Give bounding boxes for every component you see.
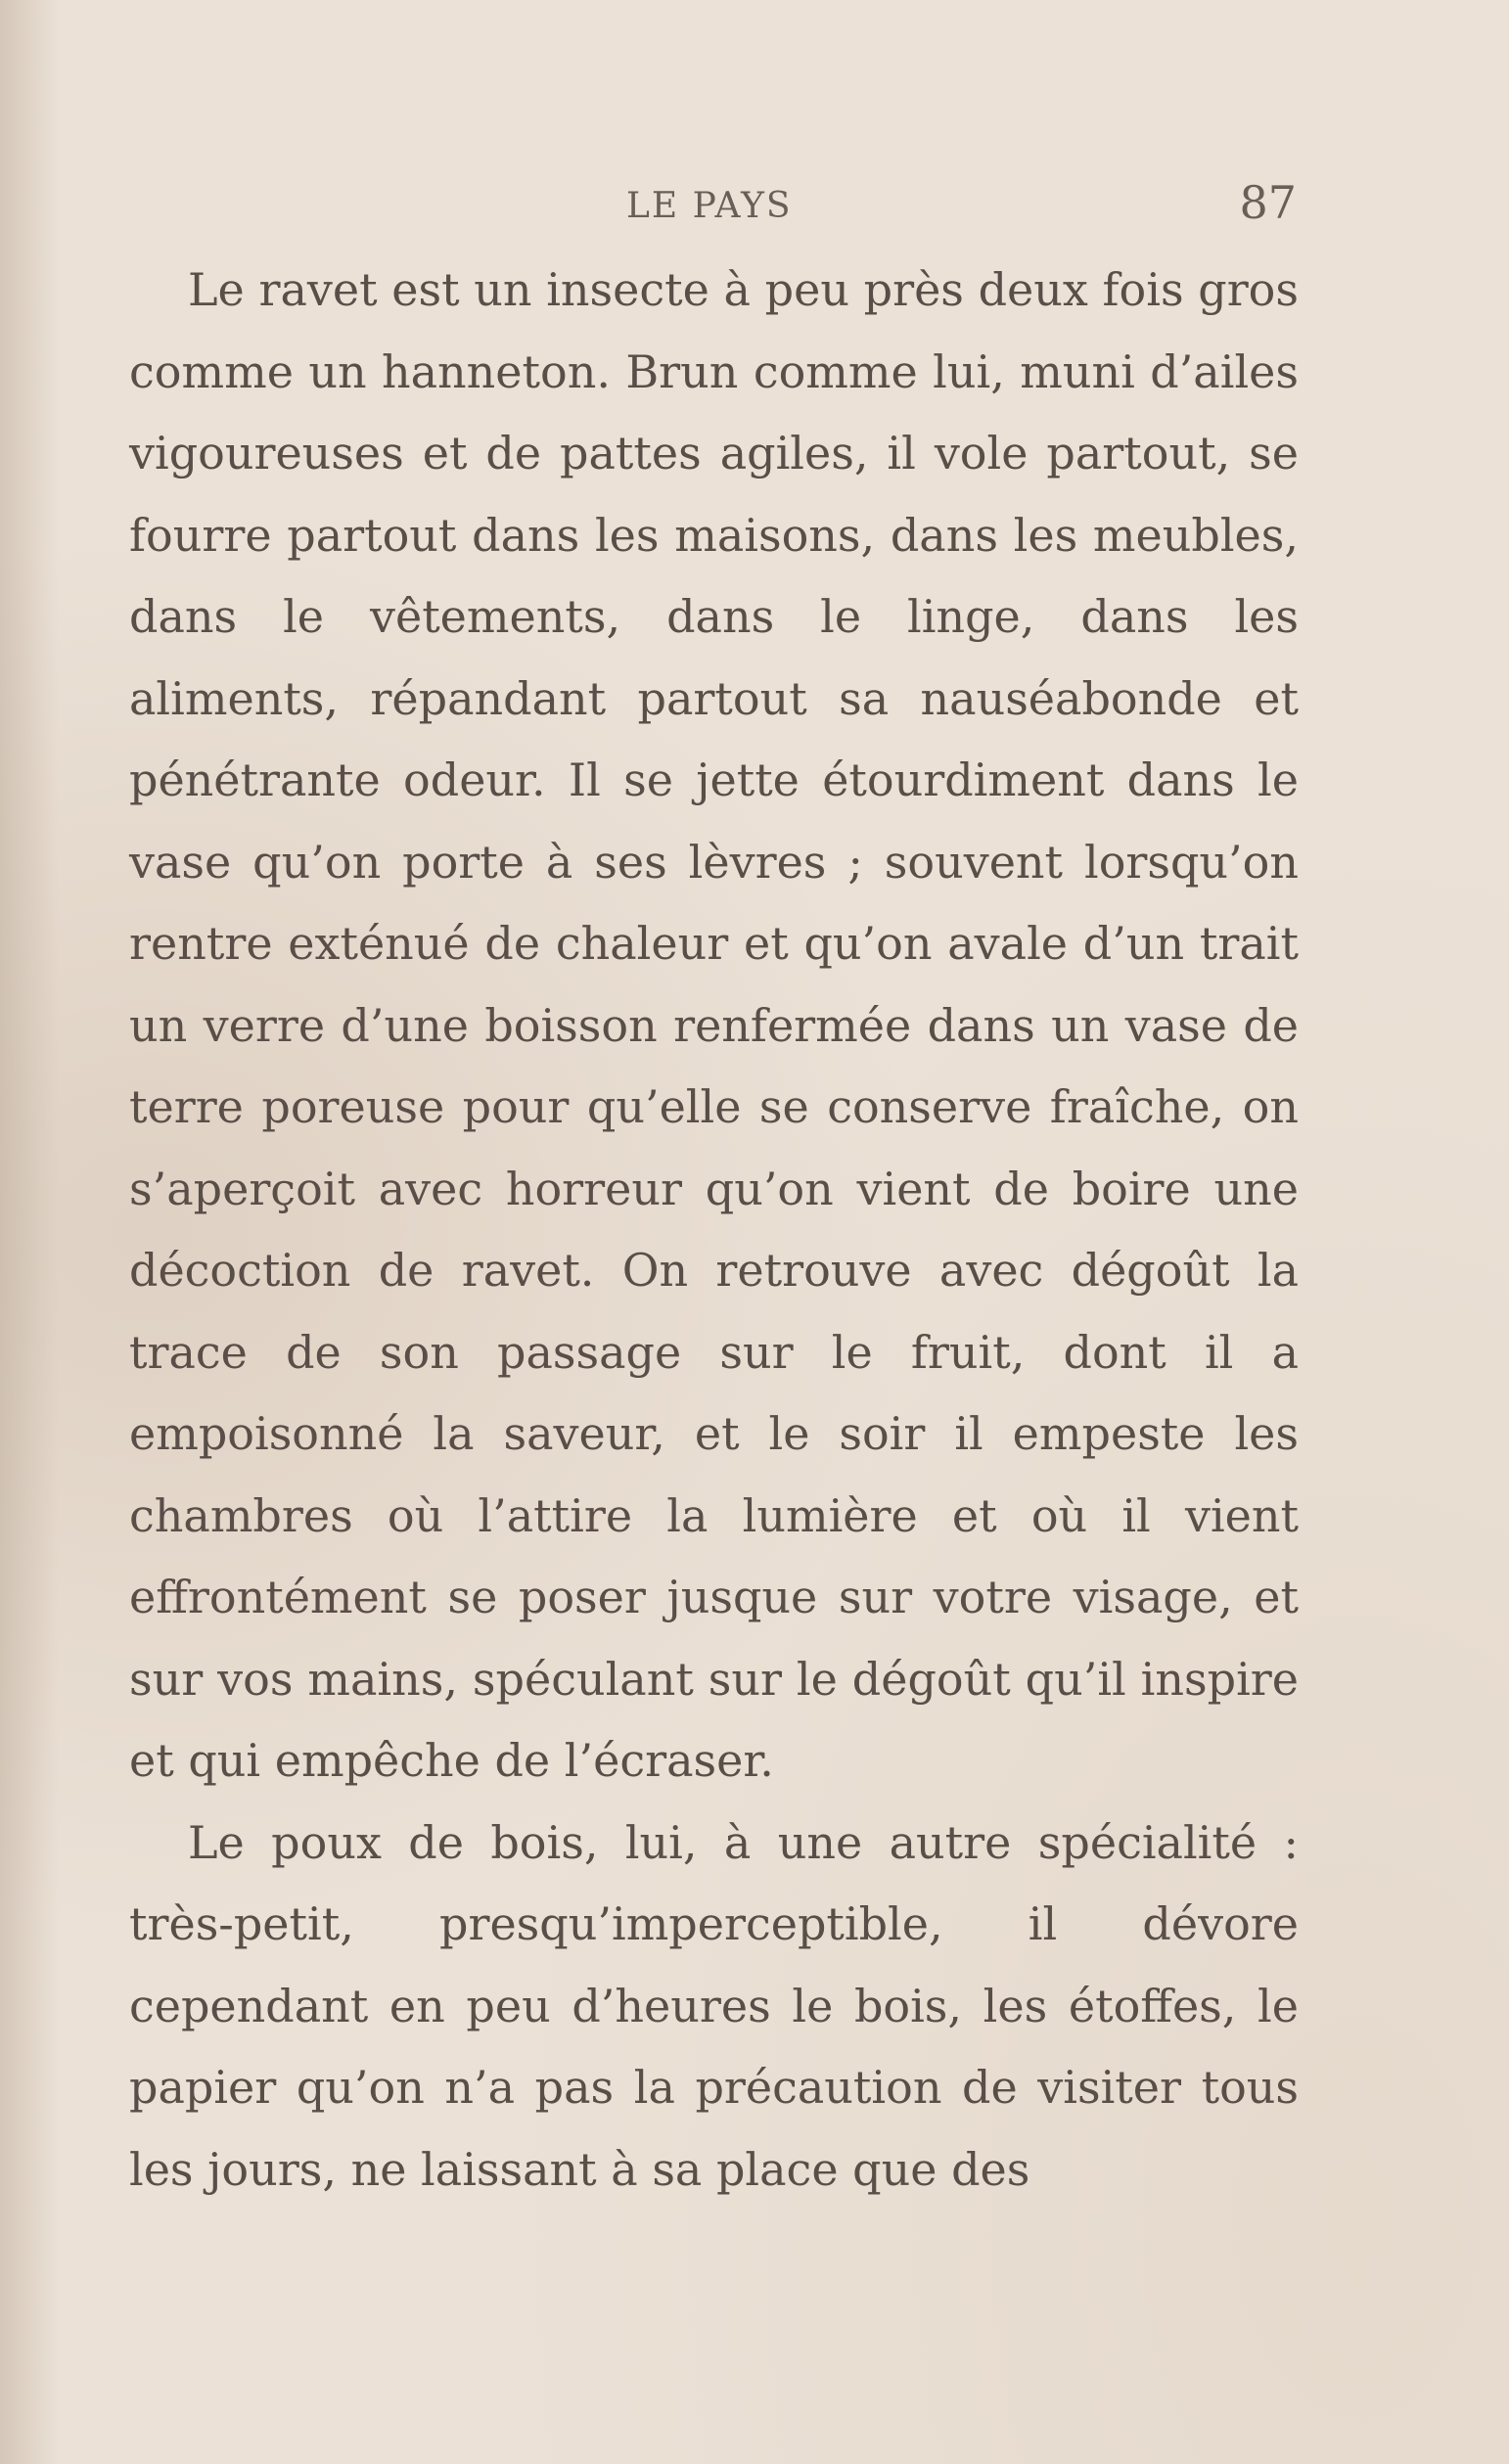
running-head: LE PAYS xyxy=(626,186,793,226)
paragraph: Le ravet est un insecte à peu près deux fois gros comme un hanneton. Brun comme lui, muni d’ailes vigoureuses et de pattes agiles, il vole partout, se fourre partout dans les maisons, dans les meubles, dans le vêtements, dans le linge, dans les aliments, répandant partout sa nauséabonde et pénétrante odeur. Il se jette étourdiment dans le vase qu’on porte à ses lèvres ; souvent lorsqu’on rentre exténué de chaleur et qu’on avale d’un trait un verre d’une boisson renfermée dans un vase de terre poreuse pour qu’elle se conserve fraîche, on s’aperçoit avec horreur qu’on vient de boire une décoction de ravet. On retrouve avec dégoût la trace de son passage sur le fruit, dont il a empoisonné la saveur, et le soir il empeste les chambres où l’attire la lumière et où il vient effrontément se poser jusque sur votre visage, et sur vos mains, spéculant sur le dégoût qu’il inspire et qui empêche de l’écraser. xyxy=(129,263,1299,1787)
page-header xyxy=(127,176,1297,235)
page-number: 87 xyxy=(1239,176,1297,229)
body-text xyxy=(129,250,1299,2211)
paragraph: Le poux de bois, lui, à une autre spécialité : très-petit, presqu’imperceptible, il dévore cependant en peu d’heures le bois, les étoffes, le papier qu’on n’a pas la précaution de visiter tous les jours, ne laissant à sa place que des xyxy=(129,1815,1299,2196)
binding-shadow xyxy=(0,0,59,2464)
